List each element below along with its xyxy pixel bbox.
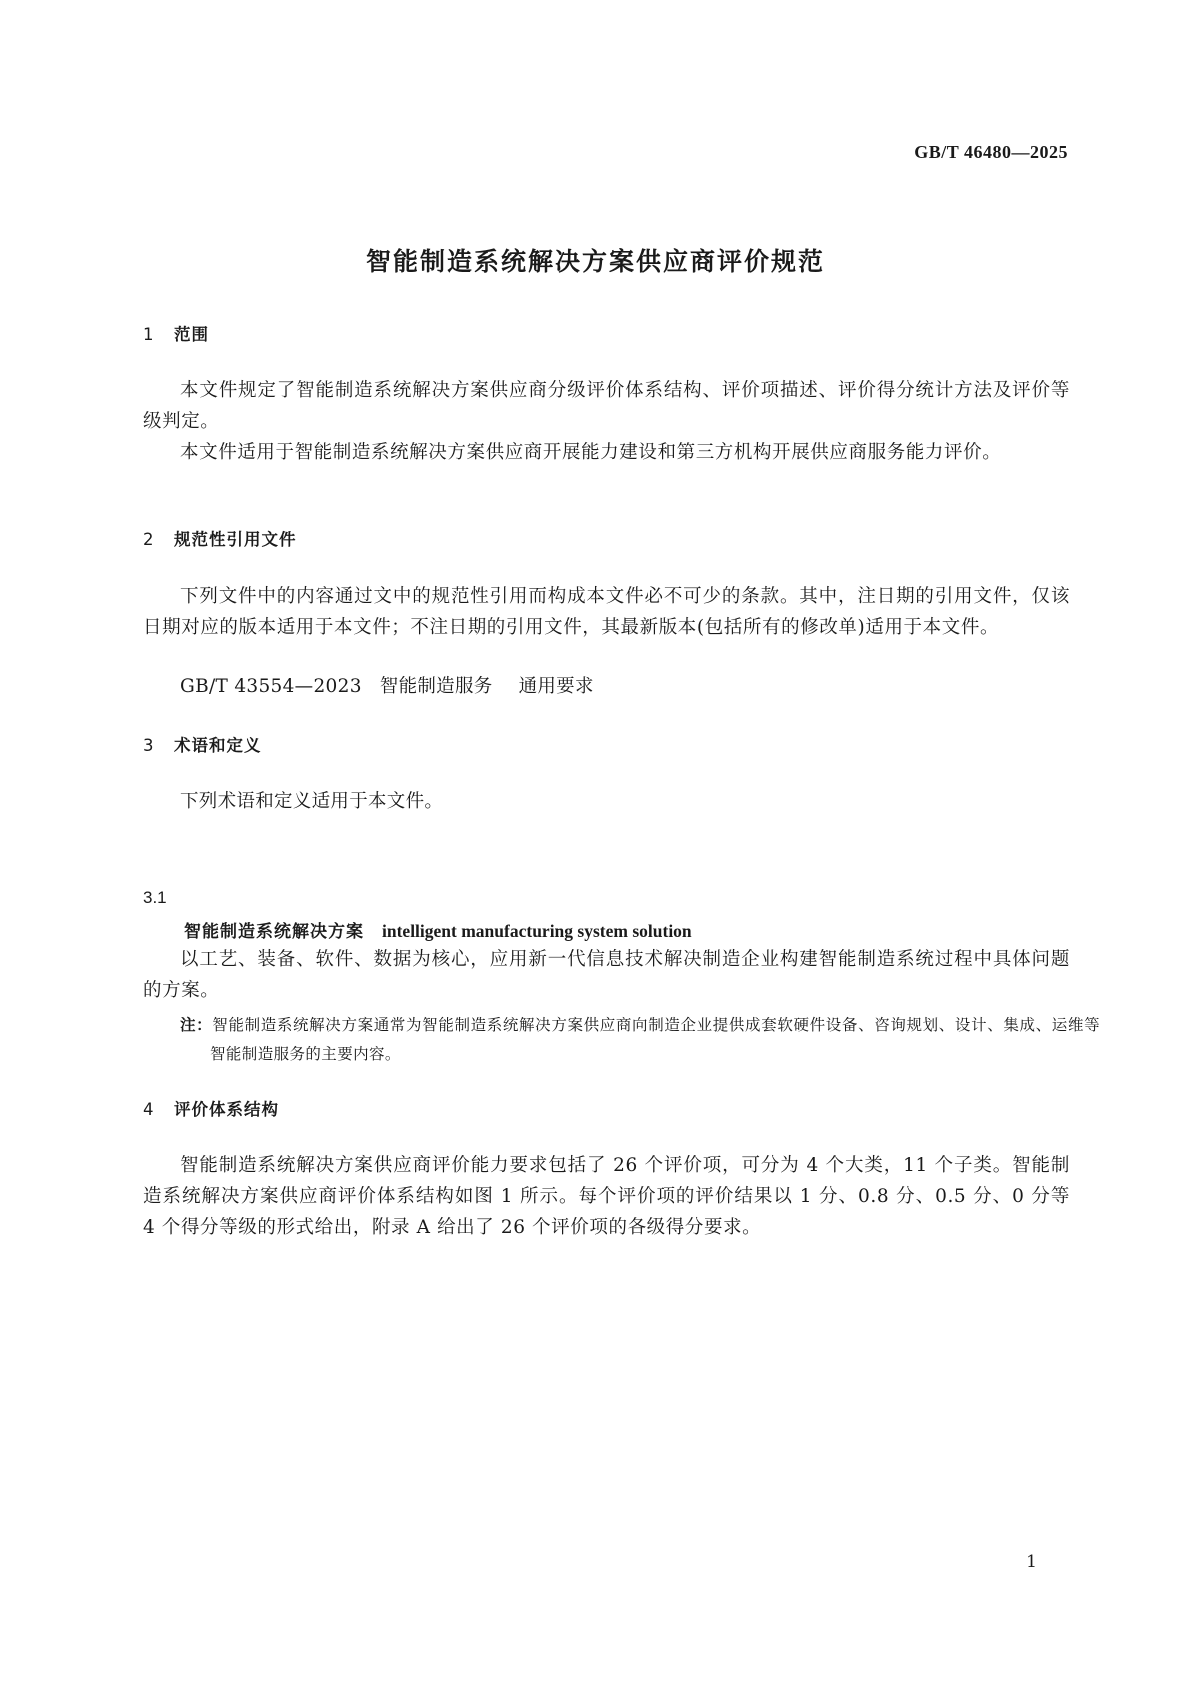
section-2-paragraph: 下列文件中的内容通过文中的规范性引用而构成本文件必不可少的条款。其中，注日期的引用文件，仅该日期对应的版本适用于本文件；不注日期的引用文件，其最新版本(包括所有的修改单)适用于本文件。 <box>143 586 1070 638</box>
term-number: 3.1 <box>143 888 167 907</box>
section-2-heading <box>143 526 297 550</box>
term-heading <box>184 917 692 942</box>
page-number: 1 <box>1026 1552 1037 1572</box>
document-title: 智能制造系统解决方案供应商评价规范 <box>365 247 825 276</box>
section-1-paragraph-1: 本文件规定了智能制造系统解决方案供应商分级评价体系结构、评价项描述、评价得分统计方法及评价等级判定。 <box>143 380 1070 432</box>
term-english: intelligent manufacturing system solution <box>382 921 692 941</box>
section-4-paragraph: 智能制造系统解决方案供应商评价能力要求包括了 26 个评价项，可分为 4 个大类，11 个子类。智能制造系统解决方案供应商评价体系结构如图 1 所示。每个评价项的评价结果以 1 分、0.8 分、0.5 分、0 分等 4 个得分等级的形式给出，附录 A 给出了 26 个评价项的各级得分要求。 <box>143 1155 1070 1238</box>
section-title: 范围 <box>174 325 209 344</box>
section-number: 4 <box>143 1100 155 1119</box>
section-1-paragraph-2: 本文件适用于智能制造系统解决方案供应商开展能力建设和第三方机构开展供应商服务能力评价。 <box>180 442 1002 463</box>
section-title: 评价体系结构 <box>174 1100 279 1119</box>
term-chinese: 智能制造系统解决方案 <box>184 922 364 942</box>
section-3-heading <box>143 732 262 756</box>
section-number: 2 <box>143 530 155 549</box>
section-number: 1 <box>143 325 155 344</box>
standard-number: GB/T 46480—2025 <box>914 142 1068 162</box>
section-title: 规范性引用文件 <box>174 530 297 549</box>
normative-reference <box>180 672 594 698</box>
section-3-intro: 下列术语和定义适用于本文件。 <box>180 791 444 812</box>
reference-title-part-1: 智能制造服务 <box>379 676 493 697</box>
term-definition: 以工艺、装备、软件、数据为核心，应用新一代信息技术解决制造企业构建智能制造系统过程中具体问题的方案。 <box>143 949 1070 1001</box>
section-title: 术语和定义 <box>174 736 262 755</box>
section-number: 3 <box>143 736 155 755</box>
reference-code: GB/T 43554—2023 <box>180 676 362 697</box>
note-label: 注： <box>180 1016 213 1034</box>
section-4-heading <box>143 1096 279 1120</box>
term-note <box>180 1011 1100 1069</box>
reference-title-part-2: 通用要求 <box>518 676 594 697</box>
note-text: 智能制造系统解决方案通常为智能制造系统解决方案供应商向制造企业提供成套软硬件设备、咨询规划、设计、集成、运维等智能制造服务的主要内容。 <box>210 1016 1100 1063</box>
section-1-heading <box>143 321 209 345</box>
